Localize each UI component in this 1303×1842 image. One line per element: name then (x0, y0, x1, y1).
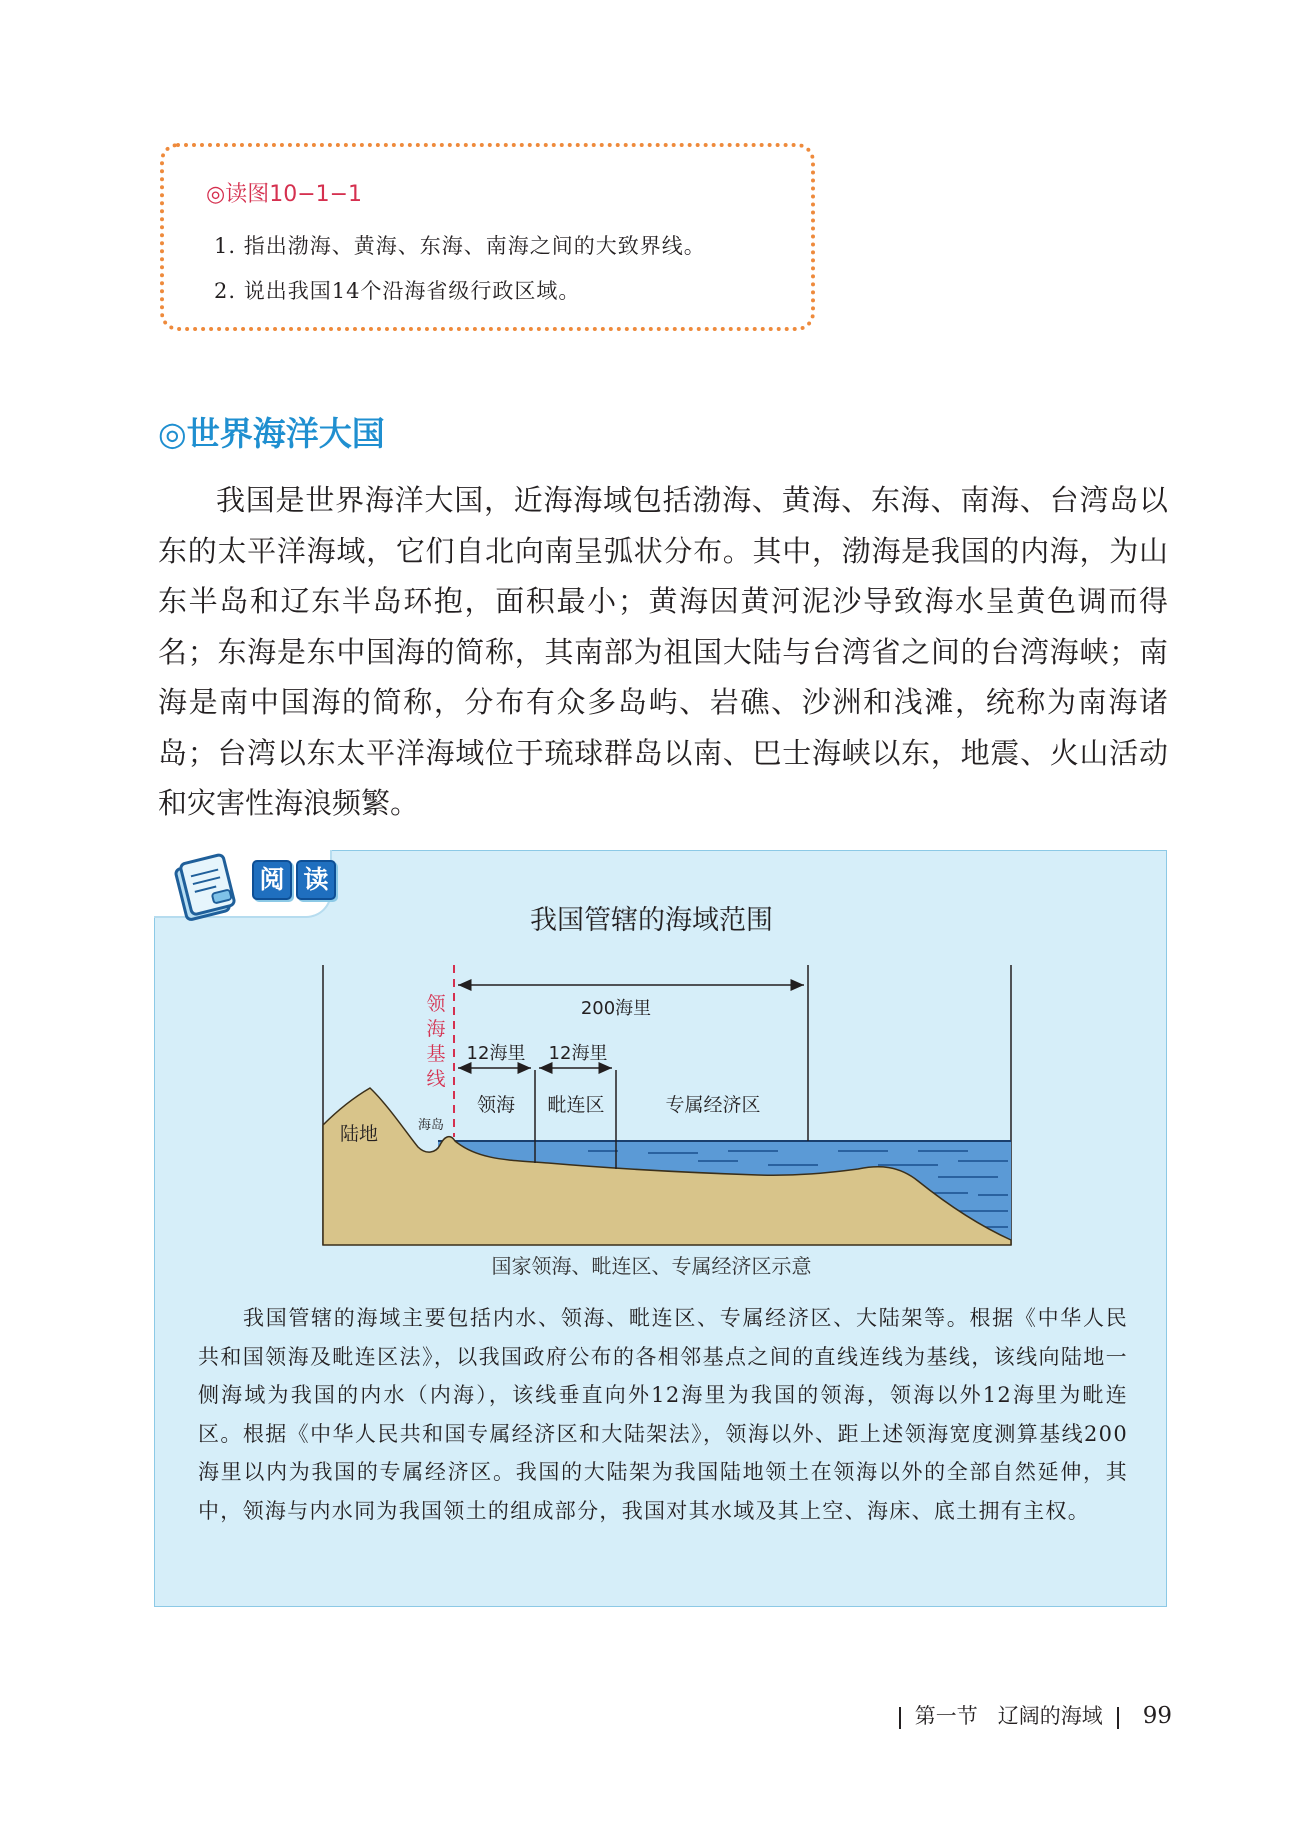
maritime-zones-diagram (318, 955, 1018, 1255)
page-number: 99 (1142, 1703, 1172, 1729)
read-figure-title: ◎读图10−1−1 (206, 182, 363, 207)
section-paragraph: 我国是世界海洋大国，近海海域包括渤海、黄海、东海、南海、台湾岛以东的太平洋海域，它们自北向南呈弧状分布。其中，渤海是我国的内海，为山东半岛和辽东半岛环抱，面积最小；黄海因黄河泥沙导致海水呈黄色调而得名；东海是东中国海的简称，其南部为祖国大陆与台湾省之间的台湾海峡；南海是南中国海的简称，分布有众多岛屿、岩礁、沙洲和浅滩，统称为南海诸岛；台湾以东太平洋海域位于琉球群岛以南、巴士海峡以东，地震、火山活动和灾害性海浪频繁。 (158, 483, 1168, 820)
label-island: 海岛 (417, 1118, 445, 1133)
label-baseline: 领 (426, 993, 446, 1015)
page-footer (885, 1700, 1172, 1730)
footer-section: 第一节 (914, 1704, 978, 1728)
label-territorial-sea: 领海 (476, 1094, 516, 1116)
label-12nm-a: 12海里 (466, 1043, 526, 1064)
section-heading: ◎世界海洋大国 (158, 414, 385, 453)
label-land: 陆地 (339, 1123, 379, 1145)
footer-title: 辽阔的海域 (997, 1704, 1103, 1728)
label-200nm: 200海里 (580, 998, 652, 1019)
footer-divider (1117, 1707, 1119, 1729)
read-figure-item: 2. 说出我国14个沿海省级行政区域。 (214, 279, 581, 303)
label-contiguous-zone: 毗连区 (547, 1094, 605, 1116)
label-eez: 专属经济区 (665, 1094, 761, 1116)
footer-divider (899, 1707, 901, 1729)
reading-panel-paragraph: 我国管辖的海域主要包括内水、领海、毗连区、专属经济区、大陆架等。根据《中华人民共和国领海及毗连区法》，以我国政府公布的各相邻基点之间的直线连线为基线，该线向陆地一侧海域为我国的内水（内海），该线垂直向外12海里为我国的领海，领海以外12海里为毗连区。根据《中华人民共和国专属经济区和大陆架法》，领海以外、距上述领海宽度测算基线200海里以内为我国的专属经济区。我国的大陆架为我国陆地领土在领海以外的全部自然延伸，其中，领海与内水同为我国领土的组成部分，我国对其水域及其上空、海床、底土拥有主权。 (198, 1306, 1128, 1523)
reading-badge (252, 860, 336, 902)
label-baseline: 海 (426, 1018, 446, 1040)
label-12nm-b: 12海里 (548, 1043, 608, 1064)
label-baseline: 线 (426, 1068, 446, 1090)
label-baseline: 基 (426, 1043, 446, 1065)
reading-panel-title: 我国管辖的海域范围 (530, 905, 773, 936)
diagram-caption: 国家领海、毗连区、专属经济区示意 (491, 1254, 812, 1278)
read-figure-box (160, 143, 815, 331)
reading-badge-char: 读 (296, 860, 336, 900)
reading-badge-char: 阅 (252, 860, 292, 900)
read-figure-item: 1. 指出渤海、黄海、东海、南海之间的大致界线。 (214, 234, 706, 258)
